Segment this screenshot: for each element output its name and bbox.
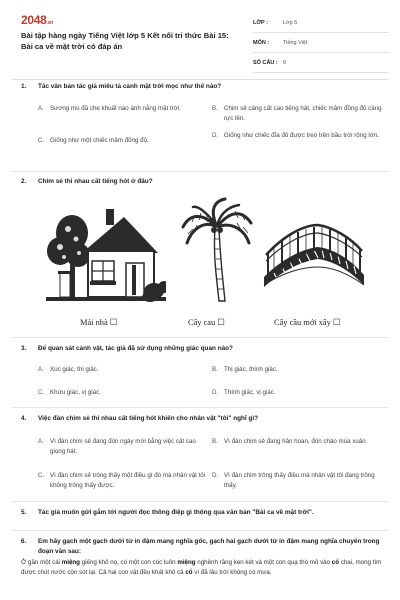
question-number: 1. — [21, 83, 27, 90]
option-letter: C. — [38, 389, 45, 396]
meta-label: MÔN : — [253, 39, 270, 46]
option-a[interactable] — [38, 104, 208, 114]
question-text: Tác giả muốn gửi gắm tới người đọc thông điệp gì thông qua văn bản "Bài ca về mặt trời". — [38, 509, 314, 516]
option-text: Sương mù đã che khuất nào ánh nắng mặt trời. — [50, 105, 181, 112]
option-text: Vì đàn chim trông thấy điều mà nhân vật tôi đang trông thấy. — [224, 472, 375, 489]
option-letter: D. — [212, 132, 219, 139]
meta-row-count — [253, 53, 389, 73]
worksheet-meta-table — [253, 13, 389, 73]
question-text: Em hãy gạch một gạch dưới từ in đậm mang nghĩa gốc, gạch hai gạch dưới từ in đậm mang nghĩa chuyển trong đoạn văn sau: — [38, 538, 380, 555]
option-b[interactable] — [212, 365, 382, 375]
option-c[interactable] — [38, 388, 208, 398]
bold-word[interactable]: miệng — [177, 559, 196, 566]
option-d[interactable] — [212, 388, 382, 398]
question-2 — [21, 177, 387, 187]
question-number: 2. — [21, 178, 27, 185]
meta-label: SỐ CÂU : — [253, 59, 278, 66]
option-text: Giống như một chiếc mâm đồng đỏ. — [50, 137, 149, 144]
option-text: Khứu giác, vị giác. — [50, 389, 101, 396]
logo-text: 2048 — [21, 13, 47, 27]
question-divider — [12, 337, 388, 338]
passage-text: nghênh răng ken két và một con quạ thò mỏ vào — [195, 559, 332, 566]
option-letter: B. — [212, 105, 218, 112]
option-letter: A. — [38, 438, 44, 445]
meta-label: LỚP : — [253, 19, 268, 26]
option-letter: B. — [212, 366, 218, 373]
bold-word[interactable]: miệng — [61, 559, 80, 566]
option-letter: D. — [212, 472, 219, 479]
option-letter: D. — [212, 389, 219, 396]
question-5 — [21, 508, 387, 518]
worksheet-title: Bài tập hàng ngày Tiếng Việt lớp 5 Kết nối tri thức Bài 15: Bài ca về mặt trời có đáp án — [21, 31, 229, 51]
option-b[interactable] — [212, 437, 382, 447]
header-divider — [12, 79, 388, 80]
question-6 — [21, 537, 387, 578]
option-letter: C. — [38, 137, 45, 144]
site-logo[interactable] — [21, 13, 53, 27]
question-number: 3. — [21, 345, 27, 352]
passage-text: chai, mong tìm được chút nước còn sót lại. Cả hai con vật đều khát khô cả — [21, 559, 382, 576]
logo-suffix: .vn — [46, 20, 53, 26]
question-number: 6. — [21, 538, 27, 545]
bridge-illustration — [262, 215, 366, 293]
worksheet-header — [0, 0, 400, 76]
caption-areca-tree[interactable]: Cây cau ☐ — [188, 318, 225, 327]
question-number: 4. — [21, 415, 27, 422]
question-2-images — [38, 193, 368, 333]
option-b[interactable] — [212, 104, 382, 123]
question-divider — [12, 530, 388, 531]
caption-bridge[interactable]: Cây cầu mới xây ☐ — [274, 318, 341, 327]
option-text: Vì đàn chim sẻ trông thấy một điều gì đó mà nhân vật tôi không trông thấy được. — [50, 472, 206, 489]
option-c[interactable] — [38, 471, 208, 490]
passage-text: giếng khô nọ, có một con cóc luôn — [79, 559, 178, 566]
option-text: Thính giác, vị giác. — [224, 389, 276, 396]
option-text: Chim sẻ càng cất cao tiếng hát, chiếc mâm đồng đỏ càng rực lên. — [224, 105, 382, 122]
passage-text: vì đã lâu trời không có mưa. — [192, 569, 272, 576]
question-number: 5. — [21, 509, 27, 516]
option-letter: A. — [38, 366, 44, 373]
meta-value: Lớp 5 — [283, 19, 298, 26]
option-letter: C. — [38, 472, 45, 479]
option-text: Xúc giác, thị giác. — [50, 366, 99, 373]
question-text: Chim sẻ thi nhau cất tiếng hót ở đâu? — [38, 178, 153, 185]
question-4 — [21, 414, 387, 502]
meta-row-class — [253, 13, 389, 33]
bold-word[interactable]: cổ — [331, 559, 339, 566]
answer-options — [38, 92, 387, 152]
option-text: Vì đàn chim sẻ đang đón ngày mới bằng việc cất cao giọng hát. — [50, 438, 196, 455]
option-d[interactable] — [212, 471, 382, 490]
question-divider — [12, 407, 388, 408]
house-illustration — [46, 203, 166, 305]
caption-roof[interactable]: Mái nhà ☐ — [80, 318, 118, 327]
passage-text: Ở gần một cái — [21, 559, 62, 566]
option-a[interactable] — [38, 437, 208, 456]
option-c[interactable] — [38, 136, 208, 146]
meta-value: 9 — [283, 59, 287, 66]
option-d[interactable] — [212, 131, 382, 141]
question-text: Việc đàn chim sẻ thi nhau cất tiếng hót khiến cho nhân vật "tôi" nghĩ gì? — [38, 415, 259, 422]
question-6-passage — [21, 558, 387, 578]
palm-tree-illustration — [181, 197, 253, 305]
question-1 — [21, 82, 387, 152]
bold-word[interactable]: cổ — [185, 569, 193, 576]
question-divider — [12, 171, 388, 172]
option-a[interactable] — [38, 365, 208, 375]
answer-options — [38, 354, 387, 398]
option-text: Giống như chiếc đĩa đỏ được treo trên bầu trời rộng lớn. — [224, 132, 379, 139]
option-letter: B. — [212, 438, 218, 445]
option-letter: A. — [38, 105, 44, 112]
question-text: Để quan sát cảnh vật, tác giả đã sử dụng những giác quan nào? — [38, 345, 233, 352]
meta-value: Tiếng Việt — [283, 39, 308, 46]
question-text: Tác vân bản tác giả miêu tả cảnh mặt trời mọc như thế nào? — [38, 83, 222, 90]
meta-row-subject — [253, 33, 389, 53]
question-divider — [12, 501, 388, 502]
option-text: Vì đàn chim sẻ đang hân hoan, đón chào mùa xuân. — [224, 438, 368, 445]
option-text: Thị giác, thính giác. — [224, 366, 278, 373]
question-3 — [21, 344, 387, 398]
answer-options — [38, 424, 387, 502]
